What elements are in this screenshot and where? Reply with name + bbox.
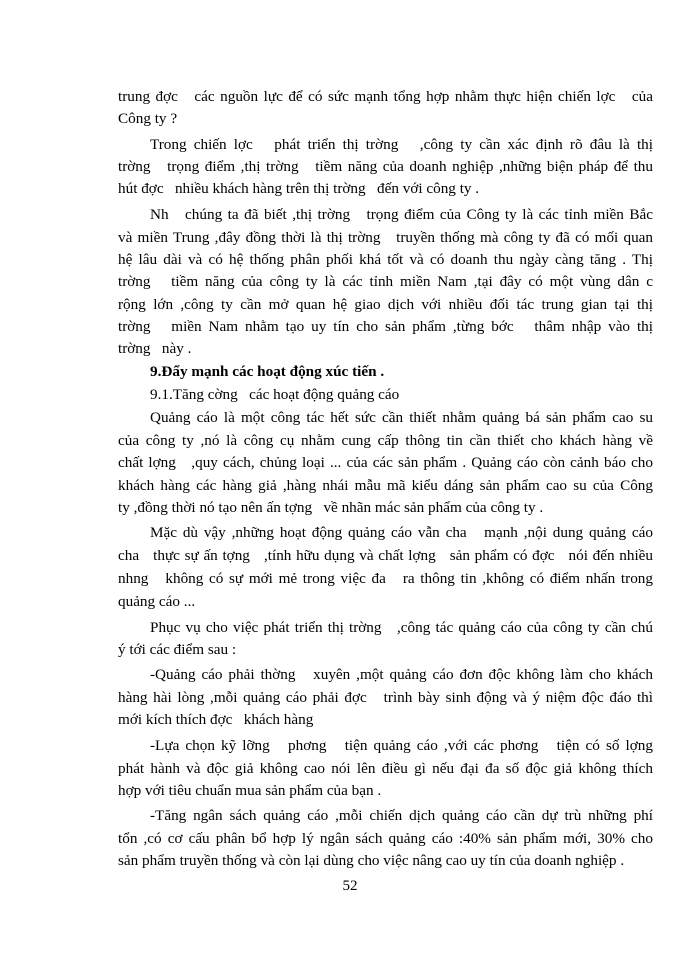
text-line: quảng cáo ... <box>118 593 196 610</box>
text-line: trung đợc các nguồn lực để có sức mạnh tổng hợp nhằm thực hiện chiến lợc của <box>118 88 653 105</box>
text-line: tổn ,có cơ cấu phân bổ hợp lý ngân sách quảng cáo :40% sản phẩm mới, 30% cho <box>118 830 653 847</box>
text-line: phát hành và độc giả không cao nói lên điều gì nếu đại đa số độc giả không thích <box>118 760 653 777</box>
text-line: của công ty ,nó là công cụ nhằm cung cấp thông tin cần thiết cho khách hàng về <box>118 432 653 449</box>
text-line: -Tăng ngân sách quảng cáo ,mỗi chiến dịch quảng cáo cần dự trù những phí <box>150 807 653 824</box>
text-line: ty ,đồng thời nó tạo nên ấn tợng về nhãn mác sản phẩm của công ty . <box>118 499 544 516</box>
text-line: ý tới các điểm sau : <box>118 641 237 658</box>
text-line: cha thực sự ấn tợng ,tính hữu dụng và chất lợng sản phẩm có đợc nói đến nhiều <box>118 547 653 564</box>
subsection-heading: 9.1.Tăng cờng các hoạt động quảng cáo <box>150 386 400 403</box>
text-line: trờng này . <box>118 340 192 357</box>
text-line: hút đợc nhiều khách hàng trên thị trờng đến với công ty . <box>118 180 480 197</box>
text-line: Nh chúng ta đã biết ,thị trờng trọng điểm của Công ty là các tỉnh miền Bắc <box>150 206 653 223</box>
text-line: sản phẩm truyền thống và còn lại dùng cho việc nâng cao uy tín của doanh nghiệp . <box>118 852 625 869</box>
text-line: Quảng cáo là một công tác hết sức cần thiết nhằm quảng bá sản phẩm cao su <box>150 409 653 426</box>
text-line: Công ty ? <box>118 110 178 127</box>
text-line: -Lựa chọn kỹ lỡng phơng tiện quảng cáo ,với các phơng tiện có số lợng <box>150 737 653 754</box>
text-line: hàng hài lòng ,mỗi quảng cáo phải đợc trình bày sinh động và ý niệm độc đáo thì <box>118 689 653 706</box>
text-line: Trong chiến lợc phát triển thị trờng ,công ty cần xác định rõ đâu là thị <box>150 136 653 153</box>
text-line: trờng tiềm năng của công ty là các tỉnh miền Nam ,tại đây có một vùng dân c <box>118 273 653 290</box>
text-line: mới kích thích đợc khách hàng <box>118 711 314 728</box>
text-line: hệ lâu dài và có hệ thống phân phối khá tốt và có doanh thu ngày càng tăng . Thị <box>118 251 653 268</box>
page-number: 52 <box>342 878 358 894</box>
section-heading: 9.Đẩy mạnh các hoạt động xúc tiến . <box>150 363 385 380</box>
text-line: nhng không có sự mới mẻ trong việc đa ra thông tin ,không có điểm nhấn trong <box>118 570 653 587</box>
text-line: và miền Trung ,đây đồng thời là thị trờng truyền thống mà công ty đã có mối quan <box>118 229 653 246</box>
text-line: Mặc dù vậy ,những hoạt động quảng cáo vẫn cha mạnh ,nội dung quảng cáo <box>150 524 653 541</box>
text-line: -Quảng cáo phải thờng xuyên ,một quảng cáo đơn độc không làm cho khách <box>150 666 653 683</box>
text-line: chất lợng ,quy cách, chủng loại ... của các sản phẩm . Quảng cáo còn cảnh báo cho <box>118 454 653 471</box>
text-line: trờng miền Nam nhằm tạo uy tín cho sản phẩm ,từng bớc thâm nhập vào thị <box>118 318 653 335</box>
text-line: trờng trọng điểm ,thị trờng tiềm năng của doanh nghiệp ,những biện pháp để thu <box>118 158 653 175</box>
text-line: Phục vụ cho việc phát triển thị trờng ,công tác quảng cáo của công ty cần chú <box>150 619 653 636</box>
text-line: khách hàng các hàng giả ,hàng nhái mẫu mã kiểu dáng sản phẩm cao su của Công <box>118 477 653 494</box>
text-line: rộng lớn ,công ty cần mở quan hệ giao dịch với nhiều đối tác trung gian tại thị <box>118 296 653 313</box>
text-line: hợp với tiêu chuẩn mua sản phẩm của bạn . <box>118 782 382 799</box>
